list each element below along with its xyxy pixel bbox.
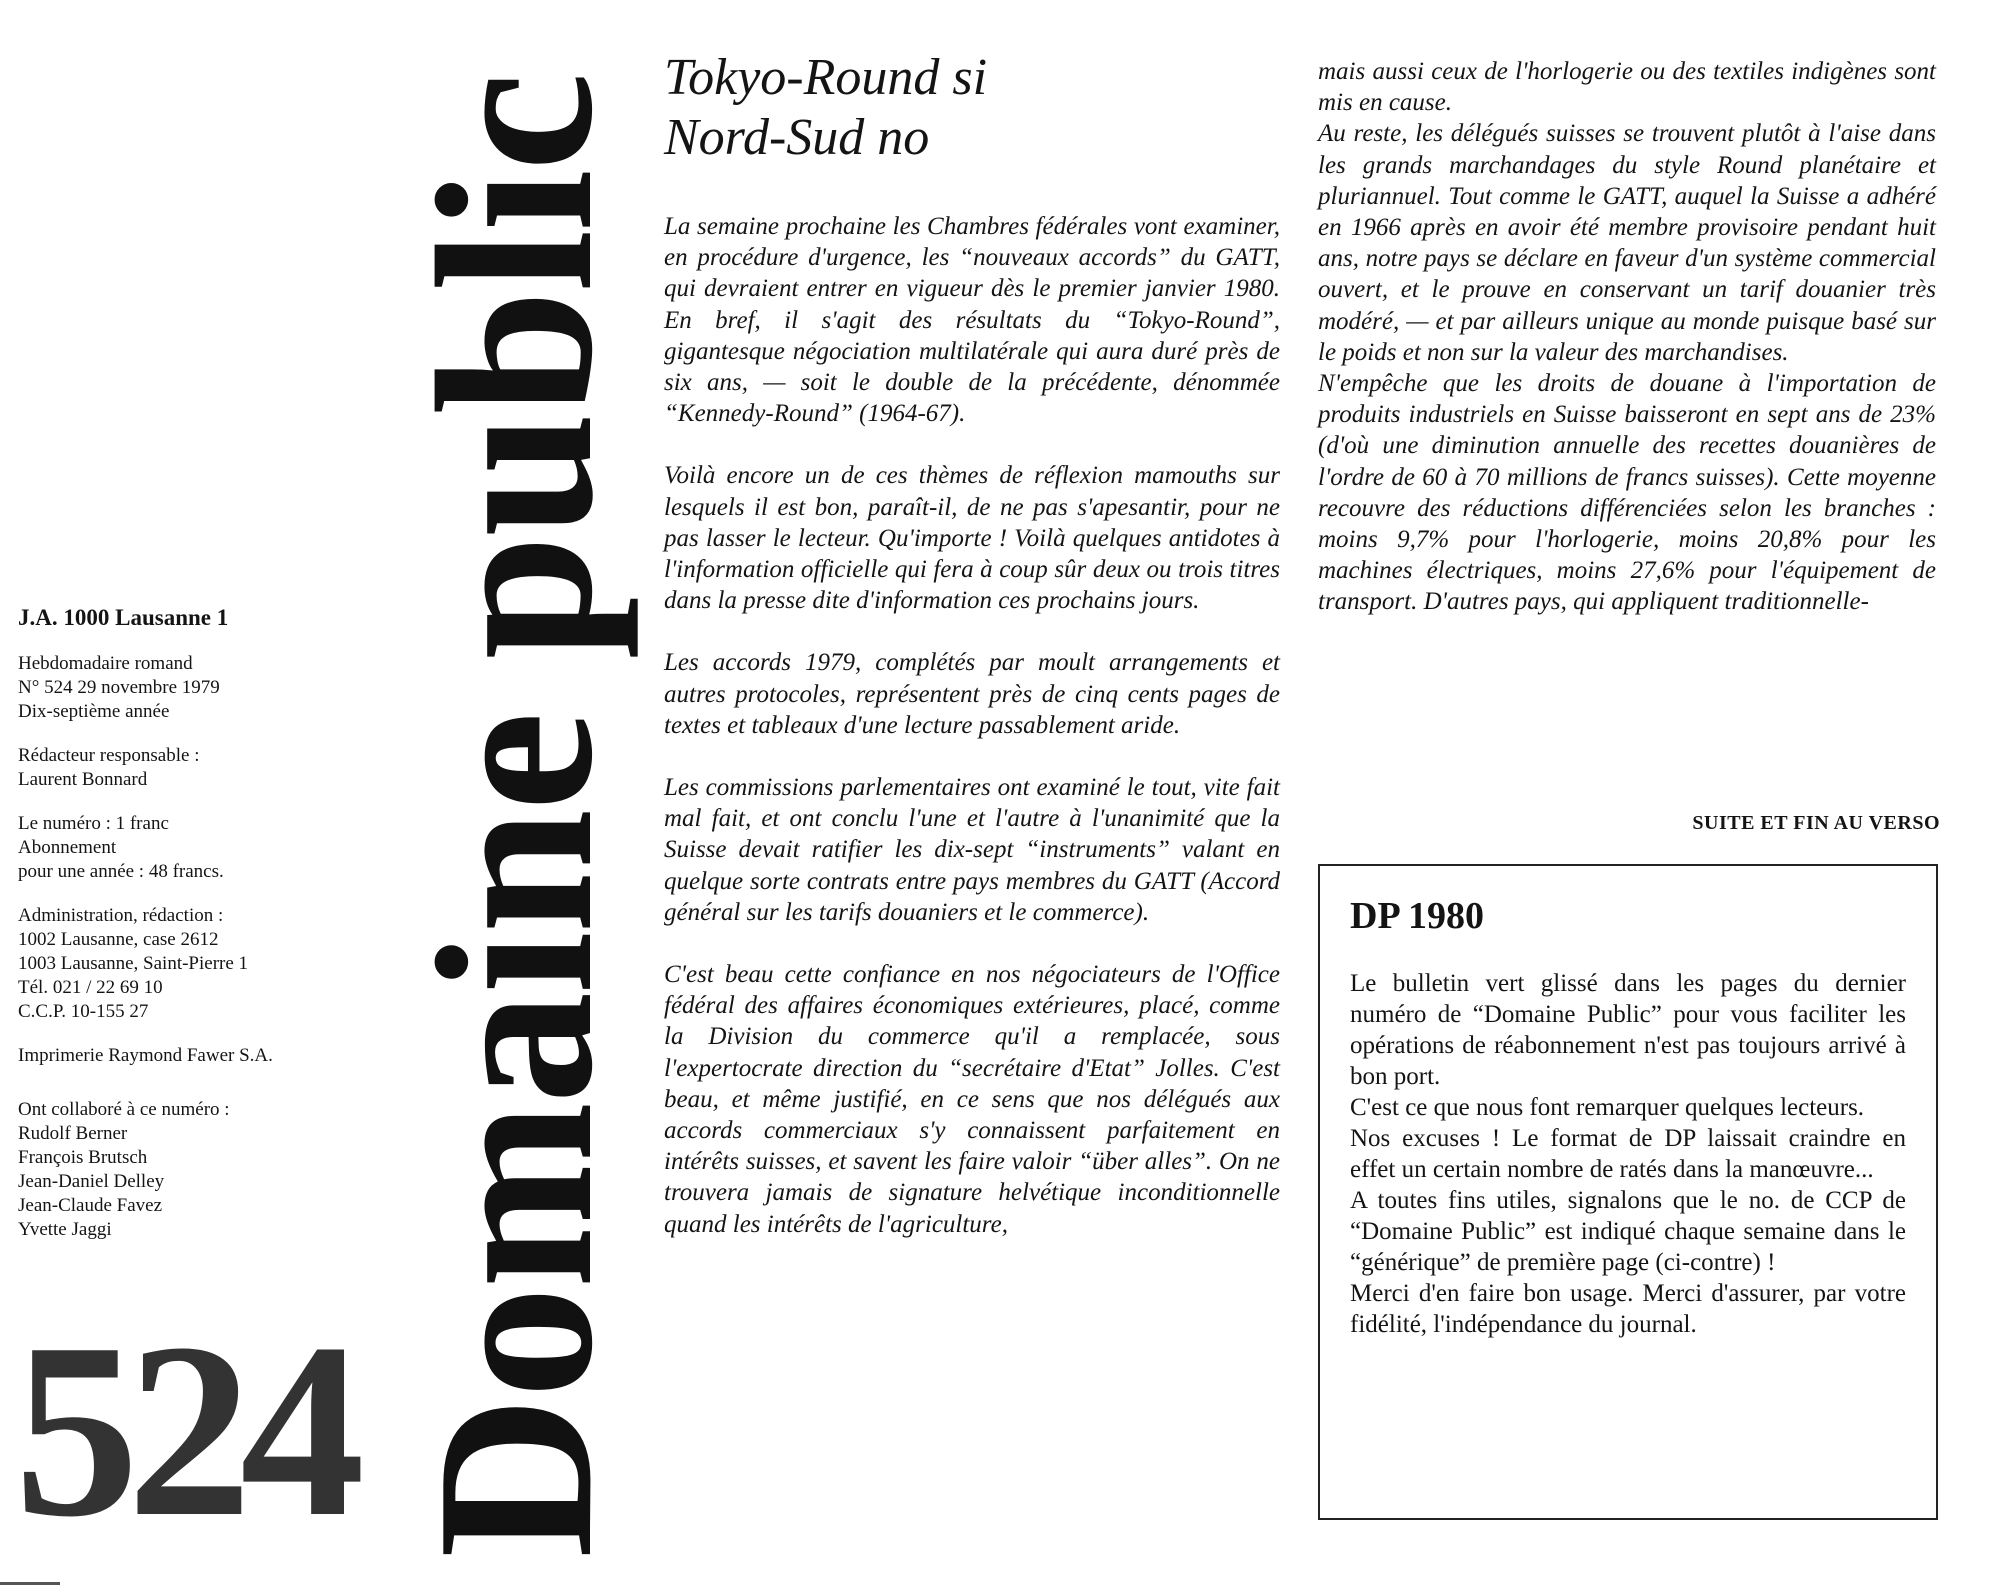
- article-paragraph: Les accords 1979, complétés par moult arrangements et autres protocoles, représentent près de cinq cents pages de textes et tableaux d'une lecture passablement aride.: [664, 649, 1280, 739]
- continued-note: SUITE ET FIN AU VERSO: [1692, 812, 1940, 834]
- edition-line: N° 524 29 novembre 1979: [18, 677, 220, 698]
- article-paragraph: mais aussi ceux de l'horlogerie ou des textiles indigènes sont mis en cause.: [1318, 58, 1936, 117]
- notice-box: [1318, 864, 1938, 1520]
- admin-line: 1002 Lausanne, case 2612: [18, 929, 219, 950]
- article-paragraph: La semaine prochaine les Chambres fédérales vont examiner, en procédure d'urgence, les “nouveaux accords” du GATT, qui devraient entrer en vigueur dès le premier janvier 1980. En bref, il s'agit des résultats du “Tokyo-Round”, gigantesque négociation multilatérale qui aura duré près de six ans, — soit le double de la précédente, dénommée “Kennedy-Round” (1964-67).: [664, 213, 1280, 428]
- edition-line: Dix-septième année: [18, 701, 170, 722]
- notice-paragraph: A toutes fins utiles, signalons que le no. de CCP de “Domaine Public” est indiqué chaque semaine dans le “générique” de première page (ci-contre) !: [1350, 1187, 1906, 1276]
- editor-block: [18, 744, 348, 792]
- article-column-1: [664, 211, 1280, 1271]
- scan-edge-rule: [0, 1582, 60, 1585]
- edition-line: Hebdomadaire romand: [18, 653, 193, 674]
- article-title-line: Tokyo-Round si: [664, 49, 988, 106]
- issue-number: 524: [14, 1292, 353, 1569]
- admin-block: [18, 904, 348, 1024]
- article-paragraph: Voilà encore un de ces thèmes de réflexion mamouths sur lesquels il est bon, paraît-il, de ne pas s'apesantir, pour ne pas lasser le lecteur. Qu'importe ! Voilà quelques antidotes à l'information officielle qui fera à coup sûr deux ou trois titres dans la presse dite d'information ces prochains jours.: [664, 462, 1280, 615]
- collaborator-name: François Brutsch: [18, 1147, 148, 1168]
- collaborator-name: Yvette Jaggi: [18, 1219, 112, 1240]
- price-line: Le numéro : 1 franc: [18, 813, 169, 834]
- collaborators-block: [18, 1098, 348, 1242]
- price-line: pour une année : 48 francs.: [18, 861, 224, 882]
- postal-code-line: J.A. 1000 Lausanne 1: [18, 605, 229, 630]
- collaborators-label: Ont collaboré à ce numéro :: [18, 1099, 230, 1120]
- collaborator-name: Jean-Daniel Delley: [18, 1171, 165, 1192]
- article-column-2: [1318, 56, 1936, 618]
- notice-paragraph: C'est ce que nous font remarquer quelques lecteurs.: [1350, 1094, 1865, 1121]
- collaborator-name: Jean-Claude Favez: [18, 1195, 163, 1216]
- admin-line: Tél. 021 / 22 69 10: [18, 977, 163, 998]
- notice-paragraph: Merci d'en faire bon usage. Merci d'assurer, par votre fidélité, l'indépendance du journal.: [1350, 1280, 1906, 1338]
- notice-title: DP 1980: [1350, 895, 1485, 937]
- publication-info: [18, 606, 348, 1262]
- editor-name: Laurent Bonnard: [18, 769, 148, 790]
- price-line: Abonnement: [18, 837, 117, 858]
- article-paragraph: N'empêche que les droits de douane à l'importation de produits industriels en Suisse baisseront en sept ans de 23% (d'où une diminution annuelle des recettes douanières de l'ordre de 60 à 70 millions de francs suisses). Cette moyenne recouvre des réductions différenciées selon les branches : moins 9,7% pour l'horlogerie, moins 20,8% pour les machines électriques, moins 27,6% pour l'équipement de transport. D'autres pays, qui appliquent traditionnelle-: [1318, 370, 1936, 616]
- admin-line: 1003 Lausanne, Saint-Pierre 1: [18, 953, 249, 974]
- price-block: [18, 812, 348, 884]
- collaborator-name: Rudolf Berner: [18, 1123, 128, 1144]
- article-paragraph: C'est beau cette confiance en nos négociateurs de l'Office fédéral des affaires économiques extérieures, placé, comme la Division du commerce qu'il a remplacée, sous l'expertocrate direction du “secrétaire d'Etat” Jolles. C'est beau, et même justifié, en ce sens que nos délégués aux accords commerciaux s'y connaissent parfaitement en intérêts suisses, et savent les faire valoir “über alles”. On ne trouvera jamais de signature helvétique inconditionnelle quand les intérêts de l'agriculture,: [664, 961, 1280, 1238]
- editor-label: Rédacteur responsable :: [18, 745, 200, 766]
- admin-line: C.C.P. 10-155 27: [18, 1001, 149, 1022]
- masthead: Domaine public: [391, 73, 639, 1559]
- notice-body: [1350, 968, 1906, 1340]
- article-paragraph: Les commissions parlementaires ont examiné le tout, vite fait mal fait, et ont conclu l'une et l'autre à l'unanimité que la Suisse devait ratifier les dix-sept “instruments” valant en quelque sorte contrats entre pays membres du GATT (Accord général sur les tarifs douaniers et le commerce).: [664, 774, 1280, 926]
- printer-line: Imprimerie Raymond Fawer S.A.: [18, 1045, 273, 1066]
- article-title-line: Nord-Sud no: [664, 109, 930, 166]
- notice-paragraph: Le bulletin vert glissé dans les pages du dernier numéro de “Domaine Public” pour vous faciliter les opérations de réabonnement n'est pas toujours arrivé à bon port.: [1350, 970, 1906, 1090]
- notice-paragraph: Nos excuses ! Le format de DP laissait craindre en effet un certain nombre de ratés dans la manœuvre...: [1350, 1125, 1906, 1183]
- article-paragraph: Au reste, les délégués suisses se trouvent plutôt à l'aise dans les grands marchandages du style Round planétaire et pluriannuel. Tout comme le GATT, auquel la Suisse a adhéré en 1966 après en avoir été membre provisoire pendant huit ans, notre pays se déclare en faveur d'un système commercial ouvert, et le prouve en conservant un tarif douanier très modéré, — et par ailleurs unique au monde puisque basé sur le poids et non sur la valeur des marchandises.: [1318, 120, 1936, 366]
- masthead-container: [391, 73, 639, 1559]
- admin-line: Administration, rédaction :: [18, 905, 224, 926]
- edition-block: [18, 652, 348, 724]
- article-title: [664, 48, 1304, 168]
- printer-block: [18, 1044, 348, 1068]
